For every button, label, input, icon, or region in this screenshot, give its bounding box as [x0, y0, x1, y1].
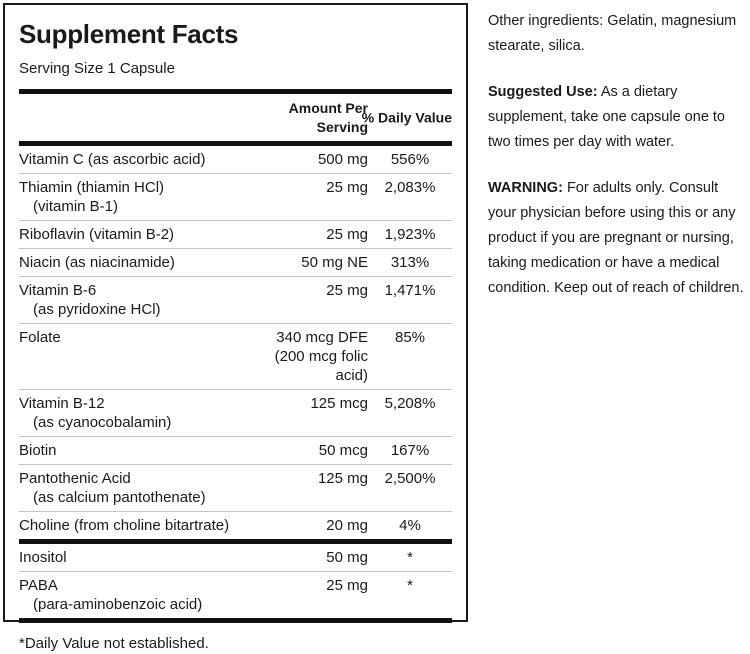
nutrient-amount: 50 mcg — [318, 442, 368, 459]
nutrient-amount: 25 mg — [326, 577, 368, 594]
nutrient-daily-value: * — [407, 577, 413, 594]
nutrient-rows-no-dv — [19, 544, 452, 618]
nutrient-rows-main — [19, 146, 452, 539]
nutrient-daily-value: 313% — [390, 254, 430, 271]
nutrient-daily-value: 2,083% — [384, 179, 436, 196]
sidebar-paragraph-lead: Suggested Use: — [488, 84, 598, 100]
nutrient-row — [19, 146, 452, 173]
amount-header-line2: Serving — [316, 119, 368, 135]
nutrient-name: Riboflavin (vitamin B-2) — [19, 226, 175, 243]
daily-value-header — [361, 109, 452, 128]
nutrient-amount: 50 mg NE — [301, 254, 368, 271]
nutrient-row — [19, 511, 452, 539]
nutrient-name: PABA (para-aminobenzoic acid) — [19, 577, 203, 613]
nutrient-name: Pantothenic Acid (as calcium pantothenate) — [19, 470, 206, 506]
nutrient-amount: 125 mg — [317, 470, 368, 487]
nutrient-daily-value: 2,500% — [384, 470, 436, 487]
daily-value-footnote: *Daily Value not established. — [19, 635, 209, 652]
nutrient-name: Biotin — [19, 442, 57, 459]
nutrient-daily-value: 167% — [390, 442, 430, 459]
nutrient-row — [19, 323, 452, 389]
nutrient-daily-value: 5,208% — [384, 395, 436, 412]
sidebar-paragraph-lead: WARNING: — [488, 180, 563, 196]
nutrient-amount: 25 mg — [326, 282, 368, 299]
nutrient-amount: 25 mg — [326, 179, 368, 196]
nutrient-row — [19, 276, 452, 323]
nutrient-row — [19, 173, 452, 220]
nutrient-name: Choline (from choline bitartrate) — [19, 517, 230, 534]
thick-divider-bottom — [19, 618, 452, 623]
nutrient-amount: 20 mg — [326, 517, 368, 534]
nutrient-amount: 125 mcg — [310, 395, 368, 412]
nutrient-daily-value: 556% — [390, 151, 430, 168]
nutrient-name: Niacin (as niacinamide) — [19, 254, 175, 271]
nutrient-row — [19, 436, 452, 464]
nutrient-daily-value: 1,923% — [384, 226, 436, 243]
amount-header-line1: Amount Per — [288, 100, 368, 116]
daily-value-header-text: % Daily Value — [361, 109, 452, 126]
nutrient-row — [19, 464, 452, 511]
sidebar-paragraph: Suggested Use: As a dietary supplement, take one capsule one to two times per day with water. — [488, 84, 725, 150]
nutrient-daily-value: 4% — [399, 517, 421, 534]
nutrient-name: Thiamin (thiamin HCl) (vitamin B-1) — [19, 179, 165, 215]
serving-size: Serving Size 1 Capsule — [19, 60, 175, 77]
nutrient-name: Vitamin B-6 (as pyridoxine HCl) — [19, 282, 161, 318]
nutrient-daily-value: 85% — [394, 329, 426, 346]
nutrient-row — [19, 571, 452, 618]
nutrient-name: Folate — [19, 329, 61, 346]
sidebar-paragraph: Other ingredients: Gelatin, magnesium stearate, silica. — [488, 13, 737, 54]
nutrient-amount: 25 mg — [326, 226, 368, 243]
panel-title: Supplement Facts — [19, 19, 239, 49]
nutrient-amount: 50 mg — [326, 549, 368, 566]
right-text-column — [488, 9, 744, 322]
nutrient-name: Inositol — [19, 549, 67, 566]
sidebar-paragraph: WARNING: For adults only. Consult your physician before using this or any product if you are pregnant or nursing, taking medication or have a medical condition. Keep out of reach of children. — [488, 180, 744, 296]
nutrient-name: Vitamin C (as ascorbic acid) — [19, 151, 206, 168]
nutrient-name: Vitamin B-12 (as cyanocobalamin) — [19, 395, 172, 431]
nutrient-daily-value: * — [407, 549, 413, 566]
nutrient-row — [19, 389, 452, 436]
nutrient-row — [19, 248, 452, 276]
nutrient-daily-value: 1,471% — [384, 282, 436, 299]
nutrient-row — [19, 544, 452, 571]
nutrient-row — [19, 220, 452, 248]
nutrient-amount: 340 mcg DFE (200 mcg folic acid) — [274, 329, 368, 384]
nutrient-amount: 500 mg — [317, 151, 368, 168]
amount-per-serving-header — [253, 99, 368, 137]
table-header — [19, 94, 452, 141]
supplement-facts-panel — [3, 3, 468, 652]
